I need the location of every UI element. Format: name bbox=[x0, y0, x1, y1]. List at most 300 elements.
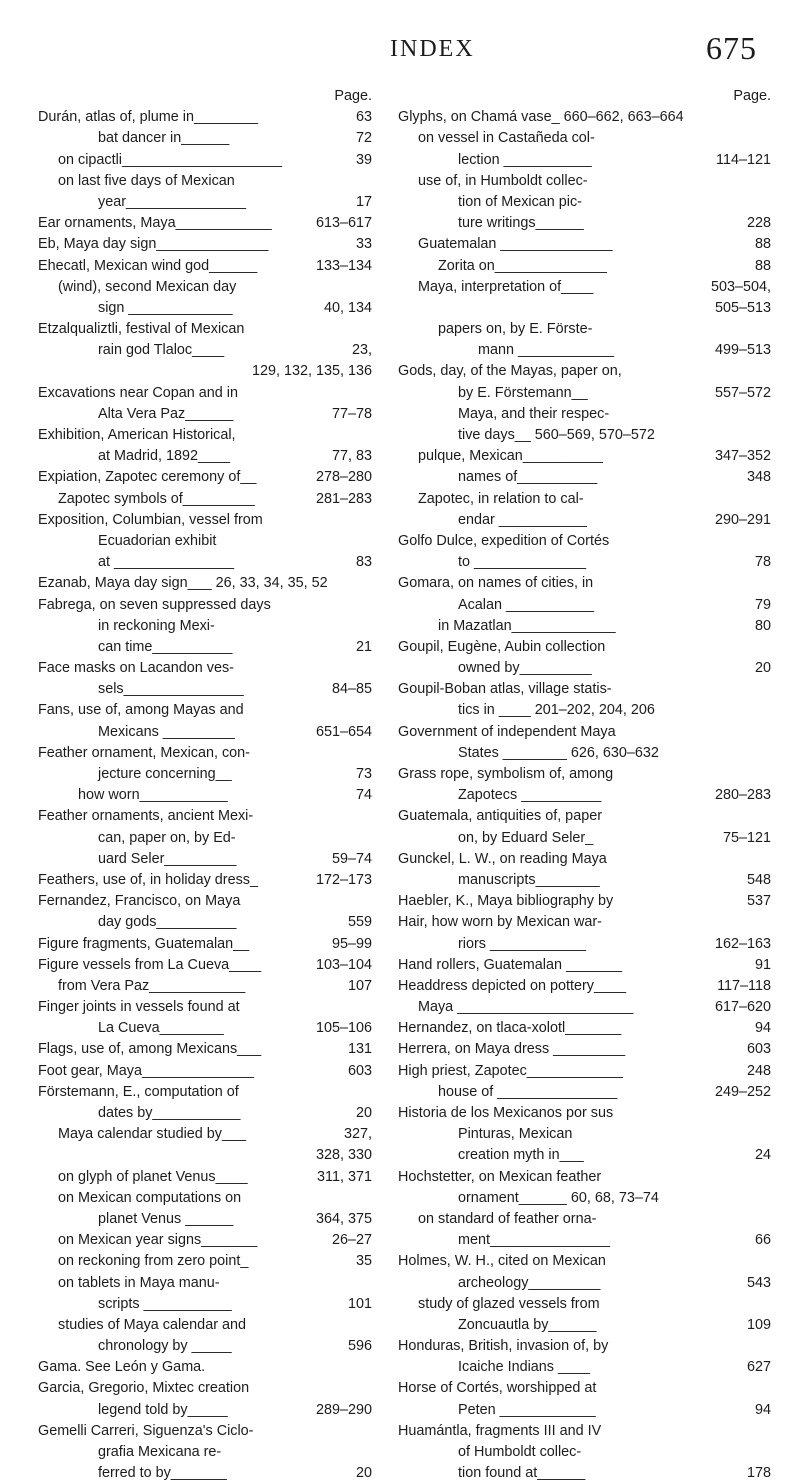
index-entry-line bbox=[38, 1273, 372, 1294]
index-entry-line bbox=[398, 128, 771, 149]
index-entry-line bbox=[398, 1251, 771, 1272]
index-entry-line bbox=[38, 1167, 372, 1188]
entry-text: by E. Förstemann__ bbox=[458, 384, 588, 401]
index-entry-line bbox=[38, 1124, 372, 1145]
entry-pages: 91 bbox=[754, 956, 771, 973]
index-entry-line bbox=[398, 1378, 771, 1399]
index-entry-line bbox=[398, 849, 771, 870]
index-entry-line bbox=[398, 679, 771, 700]
entry-text: Alta Vera Paz______ bbox=[98, 405, 234, 422]
entry-text: Gomara, on names of cities, in bbox=[398, 575, 594, 592]
index-entry-line bbox=[398, 637, 771, 658]
index-entry-line bbox=[38, 1039, 372, 1060]
entry-text: tics in ____ 201–202, 204, 206 bbox=[458, 702, 655, 719]
index-entry-line bbox=[38, 1209, 372, 1230]
index-entry-line bbox=[38, 997, 372, 1018]
entry-pages: 133–134 bbox=[315, 257, 372, 274]
entry-pages: 40, 134 bbox=[323, 299, 372, 316]
index-entry-line bbox=[398, 383, 771, 404]
entry-text: study of glazed vessels from bbox=[418, 1295, 600, 1312]
entry-pages: 311, 371 bbox=[317, 1168, 372, 1185]
index-entry-line bbox=[398, 1400, 771, 1421]
index-entry-line bbox=[38, 213, 372, 234]
entry-pages: 162–163 bbox=[714, 935, 771, 952]
index-entry-line bbox=[38, 616, 372, 637]
index-entry-line bbox=[398, 1230, 771, 1251]
index-entry-line bbox=[398, 828, 771, 849]
entry-text: grafia Mexicana re- bbox=[98, 1444, 222, 1460]
entry-pages: 364, 375 bbox=[315, 1210, 372, 1227]
entry-text: in reckoning Mexi- bbox=[98, 617, 215, 634]
index-entry-line bbox=[38, 785, 372, 806]
index-entry-line bbox=[38, 1061, 372, 1082]
column-page-label: Page. bbox=[334, 88, 372, 104]
entry-text: Glyphs, on Chamá vase_ 660–662, 663–664 bbox=[398, 109, 684, 126]
index-entry-line bbox=[38, 150, 372, 171]
index-entry-line bbox=[38, 637, 372, 658]
entry-text: on reckoning from zero point_ bbox=[58, 1253, 249, 1270]
entry-pages: 77–78 bbox=[331, 405, 372, 422]
index-entry-line bbox=[38, 467, 372, 488]
index-entry-line bbox=[38, 1336, 372, 1357]
index-entry-line bbox=[398, 1061, 771, 1082]
index-entry-line bbox=[398, 1145, 771, 1166]
entry-pages: 77, 83 bbox=[331, 448, 372, 465]
entry-text: Herrera, on Maya dress _________ bbox=[398, 1041, 626, 1058]
entry-pages: 63 bbox=[355, 109, 372, 126]
index-entry-line bbox=[38, 722, 372, 743]
entry-text: Headdress depicted on pottery____ bbox=[398, 977, 627, 994]
index-entry-line bbox=[398, 1442, 771, 1463]
entry-text: planet Venus ______ bbox=[98, 1210, 234, 1227]
entry-text: ment_______________ bbox=[458, 1232, 611, 1249]
index-entry-line bbox=[38, 658, 372, 679]
index-entry-line bbox=[398, 658, 771, 679]
entry-text: pulque, Mexican__________ bbox=[418, 448, 603, 465]
index-entry-line bbox=[398, 150, 771, 171]
entry-text: on glyph of planet Venus____ bbox=[58, 1168, 248, 1185]
entry-text: at Madrid, 1892____ bbox=[98, 448, 231, 465]
entry-pages: 95–99 bbox=[331, 935, 372, 952]
page-number: 675 bbox=[706, 30, 757, 66]
index-entry-line bbox=[38, 319, 372, 340]
index-entry-line bbox=[38, 679, 372, 700]
entry-text: Excavations near Copan and in bbox=[38, 384, 239, 401]
entry-text: Horse of Cortés, worshipped at bbox=[398, 1380, 597, 1397]
entry-text: Historia de los Mexicanos por sus bbox=[398, 1105, 614, 1121]
index-entry-line bbox=[38, 1378, 372, 1399]
index-entry-line bbox=[38, 934, 372, 955]
index-entry-line bbox=[398, 1082, 771, 1103]
index-entry-line bbox=[398, 489, 771, 510]
entry-text: Face masks on Lacandon ves- bbox=[38, 660, 234, 677]
entry-text: Zoncuautla by______ bbox=[458, 1316, 597, 1333]
entry-pages: 627 bbox=[746, 1359, 771, 1376]
index-entry-line bbox=[38, 1145, 372, 1166]
index-entry-line bbox=[38, 404, 372, 425]
entry-text: from Vera Paz____________ bbox=[58, 977, 246, 994]
index-entry-line bbox=[38, 1315, 372, 1336]
entry-text: Zorita on______________ bbox=[438, 257, 607, 274]
entry-pages: 33 bbox=[355, 236, 372, 253]
entry-pages: 543 bbox=[746, 1274, 771, 1291]
index-entry-line bbox=[398, 446, 771, 467]
entry-text: Exposition, Columbian, vessel from bbox=[38, 511, 263, 528]
entry-text: States ________ 626, 630–632 bbox=[458, 744, 659, 761]
entry-text: Gemelli Carreri, Siguenza's Ciclo- bbox=[38, 1422, 254, 1439]
index-entry-line bbox=[398, 1103, 771, 1124]
index-entry-line bbox=[38, 425, 372, 446]
entry-text: legend told by_____ bbox=[98, 1401, 228, 1418]
index-entry-line bbox=[38, 1188, 372, 1209]
entry-text: of Humboldt collec- bbox=[458, 1444, 582, 1460]
entry-pages: 603 bbox=[347, 1062, 372, 1079]
index-entry-line bbox=[38, 955, 372, 976]
entry-pages: 557–572 bbox=[714, 384, 771, 401]
index-entry-line bbox=[398, 1463, 771, 1484]
entry-pages: 72 bbox=[355, 130, 372, 147]
entry-pages: 114–121 bbox=[716, 151, 771, 168]
index-entry-line bbox=[398, 107, 771, 128]
entry-pages: 172–173 bbox=[315, 871, 372, 888]
entry-pages: 73 bbox=[355, 766, 372, 782]
index-entry-line bbox=[398, 510, 771, 531]
entry-text: endar ___________ bbox=[458, 511, 587, 528]
entry-text: tive days__ 560–569, 570–572 bbox=[458, 427, 655, 443]
index-entry-line bbox=[398, 1018, 771, 1039]
entry-pages: 651–654 bbox=[315, 723, 372, 740]
entry-text: Feathers, use of, in holiday dress_ bbox=[38, 871, 258, 888]
entry-pages: 80 bbox=[754, 617, 771, 634]
index-entry-line bbox=[398, 700, 771, 721]
index-entry-line bbox=[38, 531, 372, 552]
entry-text: Maya, interpretation of____ bbox=[418, 278, 594, 295]
entry-text: on tablets in Maya manu- bbox=[58, 1274, 220, 1291]
entry-text: Fernandez, Francisco, on Maya bbox=[38, 893, 241, 910]
entry-text: Acalan ___________ bbox=[458, 596, 595, 613]
entry-text: names of__________ bbox=[458, 469, 598, 486]
entry-pages: 74 bbox=[355, 787, 372, 804]
entry-text: Feather ornament, Mexican, con- bbox=[38, 744, 250, 761]
entry-text: Zapotec symbols of_________ bbox=[58, 490, 255, 507]
entry-text: archeology_________ bbox=[458, 1274, 601, 1291]
entry-text: Honduras, British, invasion of, by bbox=[398, 1338, 609, 1355]
entry-text: jecture concerning__ bbox=[98, 766, 232, 782]
entry-text: day gods__________ bbox=[98, 914, 237, 931]
entry-text: Gunckel, L. W., on reading Maya bbox=[398, 850, 607, 867]
entry-pages: 78 bbox=[754, 554, 771, 571]
entry-text: on standard of feather orna- bbox=[418, 1210, 597, 1227]
index-entry-line bbox=[398, 171, 771, 192]
entry-text: tion found at______ bbox=[458, 1465, 586, 1482]
index-entry-line bbox=[38, 340, 372, 361]
entry-text: Etzalqualiztli, festival of Mexican bbox=[38, 321, 245, 338]
index-entry-line bbox=[398, 1188, 771, 1209]
entry-text: Haebler, K., Maya bibliography by bbox=[398, 893, 614, 910]
index-entry-line bbox=[38, 849, 372, 870]
entry-text: chronology by _____ bbox=[98, 1338, 232, 1355]
entry-pages: 228 bbox=[746, 215, 771, 232]
entry-text: Goupil-Boban atlas, village statis- bbox=[398, 681, 612, 698]
entry-pages: 39 bbox=[355, 151, 372, 168]
entry-pages: 348 bbox=[746, 469, 771, 486]
index-entry-line bbox=[38, 1442, 372, 1463]
entry-text: Ear ornaments, Maya____________ bbox=[38, 215, 272, 232]
index-entry-line bbox=[38, 870, 372, 891]
index-entry-line bbox=[38, 1463, 372, 1484]
index-entry-line bbox=[398, 213, 771, 234]
entry-pages: 117–118 bbox=[717, 977, 771, 994]
index-entry-line bbox=[38, 1082, 372, 1103]
index-entry-line bbox=[398, 1209, 771, 1230]
index-entry-line bbox=[398, 912, 771, 933]
entry-text: on, by Eduard Seler_ bbox=[458, 829, 594, 846]
index-entry-line bbox=[38, 552, 372, 573]
entry-text: rain god Tlaloc____ bbox=[98, 342, 225, 359]
index-entry-line bbox=[398, 722, 771, 743]
entry-text: Guatemalan ______________ bbox=[418, 236, 613, 253]
index-entry-line bbox=[398, 361, 771, 382]
index-entry-line bbox=[38, 489, 372, 510]
entry-text: Goupil, Eugène, Aubin collection bbox=[398, 638, 606, 655]
index-entry-line bbox=[398, 573, 771, 594]
entry-text: creation myth in___ bbox=[458, 1147, 584, 1164]
entry-pages: 596 bbox=[347, 1338, 372, 1355]
entry-text: Mexicans _________ bbox=[98, 723, 235, 740]
index-entry-line bbox=[398, 976, 771, 997]
entry-text: Exhibition, American Historical, bbox=[38, 427, 236, 443]
entry-pages: 347–352 bbox=[714, 448, 771, 465]
index-entry-line bbox=[398, 404, 771, 425]
column-page-label: Page. bbox=[733, 88, 771, 104]
entry-text: how worn___________ bbox=[78, 787, 228, 804]
index-entry-line bbox=[398, 319, 771, 340]
entry-text: uard Seler_________ bbox=[98, 850, 237, 867]
entry-pages: 26–27 bbox=[331, 1232, 372, 1249]
entry-text: Gods, day, of the Mayas, paper on, bbox=[398, 363, 622, 380]
index-entry-line bbox=[38, 383, 372, 404]
entry-text: tion of Mexican pic- bbox=[458, 193, 582, 210]
index-entry-line bbox=[38, 1251, 372, 1272]
index-entry-line bbox=[398, 467, 771, 488]
index-entry-line bbox=[38, 828, 372, 849]
entry-text: Government of independent Maya bbox=[398, 723, 616, 740]
entry-text: mann ____________ bbox=[478, 342, 615, 359]
index-entry-line bbox=[38, 171, 372, 192]
entry-text: riors ____________ bbox=[458, 935, 587, 952]
index-entry-line bbox=[398, 616, 771, 637]
entry-text: at _______________ bbox=[98, 554, 235, 571]
index-entry-line bbox=[398, 743, 771, 764]
entry-text: Peten ____________ bbox=[458, 1401, 596, 1418]
entry-text: studies of Maya calendar and bbox=[58, 1316, 246, 1333]
index-entry-line bbox=[398, 764, 771, 785]
entry-pages: 280–283 bbox=[714, 787, 771, 804]
entry-text: Ezanab, Maya day sign___ 26, 33, 34, 35, 52 bbox=[38, 575, 328, 592]
entry-text: Ehecatl, Mexican wind god______ bbox=[38, 257, 258, 274]
index-entry-line bbox=[398, 531, 771, 552]
index-entry-line bbox=[38, 256, 372, 277]
index-entry-line bbox=[398, 192, 771, 213]
entry-text: Golfo Dulce, expedition of Cortés bbox=[398, 532, 610, 549]
entry-pages: 131 bbox=[347, 1041, 372, 1058]
entry-pages: 88 bbox=[754, 257, 771, 274]
entry-pages: 278–280 bbox=[315, 469, 372, 486]
entry-text: Förstemann, E., computation of bbox=[38, 1083, 239, 1100]
index-entry-line bbox=[398, 1124, 771, 1145]
index-entry-line bbox=[398, 552, 771, 573]
entry-text: Fans, use of, among Mayas and bbox=[38, 702, 244, 719]
index-entry-line bbox=[38, 700, 372, 721]
entry-pages: 24 bbox=[754, 1147, 771, 1164]
entry-text: Ecuadorian exhibit bbox=[98, 532, 217, 549]
index-entry-line bbox=[398, 870, 771, 891]
entry-text: Figure vessels from La Cueva____ bbox=[38, 956, 262, 973]
entry-pages: 59–74 bbox=[331, 850, 372, 867]
entry-text: La Cueva________ bbox=[98, 1020, 224, 1037]
index-entry-line bbox=[38, 1400, 372, 1421]
index-entry-line bbox=[38, 976, 372, 997]
index-entry-line bbox=[398, 806, 771, 827]
entry-pages: 35 bbox=[355, 1253, 372, 1270]
entry-pages: 178 bbox=[746, 1465, 771, 1482]
index-entry-line bbox=[398, 234, 771, 255]
entry-text: Fabrega, on seven suppressed days bbox=[38, 596, 271, 613]
entry-text: Grass rope, symbolism of, among bbox=[398, 766, 614, 782]
index-entry-line bbox=[398, 340, 771, 361]
index-entry-line bbox=[38, 192, 372, 213]
entry-text: dates by___________ bbox=[98, 1105, 241, 1121]
entry-text: Hair, how worn by Mexican war- bbox=[398, 914, 602, 931]
index-entry-line bbox=[398, 1421, 771, 1442]
entry-pages: 559 bbox=[347, 914, 372, 931]
entry-pages: 107 bbox=[347, 977, 372, 994]
index-entry-line bbox=[38, 743, 372, 764]
entry-text: in Mazatlan_____________ bbox=[438, 617, 616, 634]
index-entry-line bbox=[398, 785, 771, 806]
running-title: INDEX bbox=[390, 36, 475, 62]
entry-pages: 21 bbox=[355, 638, 372, 655]
entry-pages: 20 bbox=[754, 660, 771, 677]
index-entry-line bbox=[38, 891, 372, 912]
entry-text: Maya ______________________ bbox=[418, 999, 634, 1016]
entry-text: Icaiche Indians ____ bbox=[458, 1359, 591, 1376]
entry-pages: 613–617 bbox=[315, 215, 372, 232]
entry-pages: 75–121 bbox=[722, 829, 771, 846]
entry-text: on Mexican computations on bbox=[58, 1189, 242, 1206]
entry-text: Finger joints in vessels found at bbox=[38, 999, 240, 1016]
entry-pages: 105–106 bbox=[315, 1020, 372, 1037]
entry-text: on cipactli____________________ bbox=[58, 151, 283, 168]
index-entry-line bbox=[398, 1336, 771, 1357]
entry-text: can time__________ bbox=[98, 638, 233, 655]
index-entry-line bbox=[398, 934, 771, 955]
entry-text: High priest, Zapotec____________ bbox=[398, 1062, 623, 1079]
entry-text: Maya calendar studied by___ bbox=[58, 1126, 246, 1143]
index-entry-line bbox=[398, 997, 771, 1018]
entry-text: Feather ornaments, ancient Mexi- bbox=[38, 808, 254, 825]
entry-pages: 617–620 bbox=[714, 999, 771, 1016]
entry-text: ture writings______ bbox=[458, 215, 584, 232]
index-entry-line bbox=[398, 425, 771, 446]
entry-text: year_______________ bbox=[98, 193, 247, 210]
entry-pages: 290–291 bbox=[714, 511, 771, 528]
entry-pages: 101 bbox=[347, 1295, 372, 1312]
entry-pages: 503–504, bbox=[710, 278, 771, 295]
index-entry-line bbox=[38, 446, 372, 467]
entry-text: Huamántla, fragments III and IV bbox=[398, 1422, 602, 1439]
index-entry-line bbox=[38, 1103, 372, 1124]
index-entry-line bbox=[38, 1357, 372, 1378]
entry-pages: 505–513 bbox=[714, 299, 771, 316]
entry-text: Hernandez, on tlaca-xolotl_______ bbox=[398, 1020, 622, 1037]
index-entry-line bbox=[398, 256, 771, 277]
index-entry-line bbox=[38, 764, 372, 785]
entry-text: (wind), second Mexican day bbox=[58, 278, 237, 295]
index-entry-line bbox=[38, 234, 372, 255]
entry-pages: 327, bbox=[343, 1126, 372, 1143]
entry-text: Zapotec, in relation to cal- bbox=[418, 490, 584, 507]
entry-pages: 66 bbox=[754, 1232, 771, 1249]
entry-pages: 23, bbox=[351, 342, 372, 359]
entry-text: use of, in Humboldt collec- bbox=[418, 172, 588, 189]
entry-pages: 103–104 bbox=[315, 956, 372, 973]
entry-text: scripts ___________ bbox=[98, 1295, 232, 1312]
entry-pages: 537 bbox=[746, 893, 771, 910]
index-entry-line bbox=[398, 1294, 771, 1315]
index-entry-line bbox=[38, 298, 372, 319]
entry-pages: 20 bbox=[355, 1105, 372, 1121]
index-entry-line bbox=[38, 361, 372, 382]
entry-pages: 20 bbox=[355, 1465, 372, 1482]
entry-text: Maya, and their respec- bbox=[458, 405, 610, 422]
index-entry-line bbox=[38, 1294, 372, 1315]
entry-text: Holmes, W. H., cited on Mexican bbox=[398, 1253, 606, 1270]
index-column-left bbox=[38, 86, 372, 1484]
entry-text: Gama. See León y Gama. bbox=[38, 1359, 206, 1376]
entry-pages: 328, 330 bbox=[315, 1147, 372, 1164]
entry-text: Guatemala, antiquities of, paper bbox=[398, 808, 602, 825]
index-entry-line bbox=[38, 912, 372, 933]
entry-pages: 281–283 bbox=[315, 490, 372, 507]
index-entry-line bbox=[398, 595, 771, 616]
index-entry-line bbox=[38, 595, 372, 616]
entry-text: Garcia, Gregorio, Mixtec creation bbox=[38, 1380, 250, 1397]
index-entry-line bbox=[398, 891, 771, 912]
index-entry-line bbox=[38, 573, 372, 594]
entry-text: on last five days of Mexican bbox=[58, 172, 235, 189]
entry-text: Expiation, Zapotec ceremony of__ bbox=[38, 469, 257, 486]
entry-pages: 94 bbox=[754, 1401, 771, 1418]
entry-pages: 603 bbox=[746, 1041, 771, 1058]
entry-pages: 499–513 bbox=[714, 342, 771, 359]
index-entry-line bbox=[38, 277, 372, 298]
index-entry-line bbox=[398, 1315, 771, 1336]
entry-text: sign _____________ bbox=[98, 299, 233, 316]
entry-text: Durán, atlas of, plume in________ bbox=[38, 109, 259, 126]
index-entry-line bbox=[38, 1230, 372, 1251]
entry-text: on vessel in Castañeda col- bbox=[418, 130, 595, 147]
index-entry-line bbox=[398, 1039, 771, 1060]
entry-text: Foot gear, Maya______________ bbox=[38, 1062, 255, 1079]
entry-text: house of _______________ bbox=[438, 1083, 618, 1100]
entry-pages: 248 bbox=[746, 1062, 771, 1079]
entry-pages: 83 bbox=[355, 554, 372, 571]
entry-text: sels_______________ bbox=[98, 681, 244, 698]
entry-text: Pinturas, Mexican bbox=[458, 1126, 573, 1143]
index-entry-line bbox=[398, 1357, 771, 1378]
entry-pages: 249–252 bbox=[714, 1083, 771, 1100]
